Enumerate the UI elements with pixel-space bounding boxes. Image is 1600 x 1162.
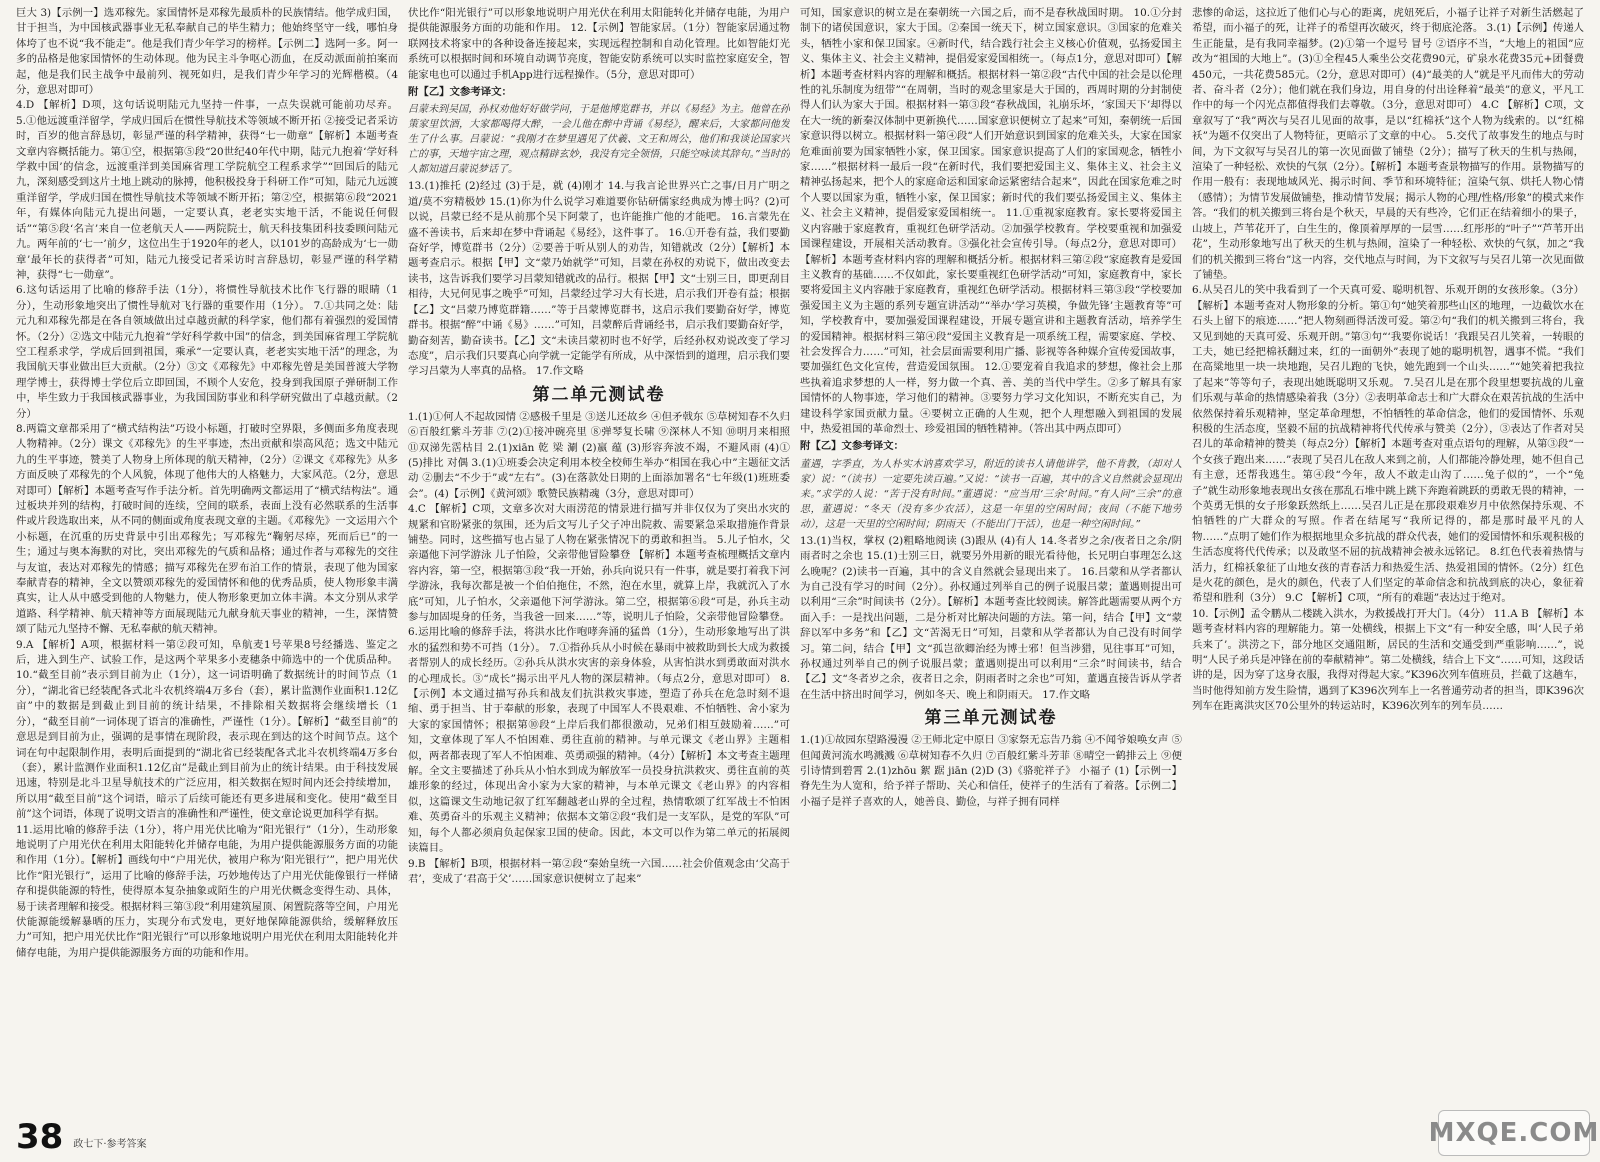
translation-text: 董遇，字季直，为人朴实木讷喜欢学习，附近的读书人请他讲学，他不肯教，（却对人家）说：“（读书）一定要先读百遍。”又说：“读书一百遍，其中的含义自然就会显现出来。”求学的人说：“苦于没有时间。”董遇说：“应当用‘三余’时间。”有人问“三余”的意思，董遇说：“冬天（没有多少农活），这是一年里的空闲时间；夜间（不能下地劳动），这是一天里的空闲时间；阴雨天（不能出门干活），也是一种空闲时间。” [800,458,1182,530]
paragraph: 1.(1)①何人不起故园情 ②感极千里是 ③送儿还故乡 ④但矛戟东 ⑤草树知春不久归 ⑥百般红紫斗芳菲 ⑦(2)①接冲碗亮里 ⑧弹琴复长啸 ⑨深林人不知 ⑩明月来相照 ⑪双涕先霑枯目 2.(1)xiān 乾 梁 涮 (2)嬴 蕴 (3)形容奔波不竭，不避风雨 (4)① (5)排比 对偶 3.(1)①班委会决定利用本校全校师生举办“相国在我心中”主题征文活动 ②删去“不少于”或“左右”。(3)在落款处日期的上面添加署名“七年级(1)班班委会”。(4)【示例】《黄河颂》歌赞民族精魂（3分，意思对即可） [408,410,790,500]
page-number: 38 [16,1117,64,1157]
translation-heading: 附【乙】文参考译文： [800,440,904,453]
paragraph: 10.【示例】孟令鹏从二楼跳入洪水，为救援战打开大门。（4分） 11.A B 【解析】本题考查材料内容的理解能力。第一处横线，根据上下文“有一种安全感，叫‘人民子弟兵来了’。洪涝之下，部分地区交通阻断，居民的生活和交通受到严重影响……”，说明“人民子弟兵是冲锋在前的奉献精神”。第二处横线，结合上下文“……可知，这段话讲的是，因为穿了这身衣服，我得对得起大家。”K396次列车值班员，拦截了这趟车，当时他得知前方发生险情，遇到了K396次列车上一名普通劳动者的担当，即K396次列车在距离洪灾区70公里外的转运站时，K396次列车的列车员…… [1192,607,1584,713]
column-3 [800,6,1182,1106]
unit-title: 第二单元测试卷 [532,384,666,405]
column-2 [408,6,790,1106]
watermark-text: MXQE.COM [1428,1118,1600,1148]
column-1 [16,6,398,1106]
paragraph: 13.(1)推托 (2)经过 (3)于是，就 (4)刚才 14.与我言论世界兴亡之事/日月广明之道/莫不穷精极妙 15.(1)你为什么说学习难道要你钻研儒家经典成为博士吗？(2)可以说，吕蒙已经不是从前那个吴下阿蒙了，也许能推广他的才能吧。 16.言蒙先在盛不善读书，后来却在梦中背诵起《易经》，这件事了。 16.①开卷有益，我们要勤奋好学，博览群书（2分）②要善于听从别人的劝告，知错就改（2分）【解析】本题考查启示。根据【甲】文“蒙乃始就学”可知，吕蒙在孙权的劝说下，做出改变去读书，这告诉我们要学习吕蒙知错就改的品行。根据【甲】文“士别三日，即更刮目相待，大兄何见事之晚乎”可知，吕蒙经过学习大有长进，启示我们开卷有益；根据【乙】文“吕蒙乃博览群籍……”等于吕蒙博览群书，这启示我们要勤奋好学，博览群书。根据“醉”中诵《易》……”可知，吕蒙醉后背诵经书，启示我们要勤奋好学，勤奋刻苦，勤奋读书。【乙】文“未读吕蒙初时也不好学，后经孙权劝说改变了学习态度”，启示我们只要真心向学就一定能学有所成，从中深悟到的道理，启示我们要学习吕蒙为人率真的品格。 17.作文略 [408,180,790,378]
site-watermark-logo [1428,1110,1600,1156]
column-4 [1192,6,1584,1106]
translation-heading: 附【乙】文参考译文： [408,86,512,99]
paragraph: 9.A 【解析】A项，根据材料一第②段可知，阜航麦1号苹果8号经播选、鉴定之后，进入到生产、试验工作，是这两个苹果多小麦穗条中筛选中的一个优质品种。 10.“截至目前”表示到目前为止（1分），这一词语明确了数据统计的时间节点（1分），“湖北省已经装配各式北斗农机终端4万多台（套），累计监测作业面积1.12亿亩”中的数据是到截止到目前的统计结果，不排除相关数据将会继续增长（1分），“截至目前”一词体现了语言的准确性，严谨性（1分）。【解析】“截至目前”的意思是到目前为止，强调的是事情在现阶段，表示现在到达的这个时间节点。这个词在句中起限制作用，表明后面提到的“湖北省已经装配各式北斗农机终端4万多台（套），累计监测作业面积1.12亿亩”是截止到目前为止的统计结果。由于科技发展迅速，特别是北斗卫星导航技术的广泛应用，相关数据在短时间内还会持续增加，所以用“截至目前”这个词语，暗示了后续可能还有更多进展和变化。使用“截至目前”这个词语，体现了说明文语言的准确性和严谨性，使文章论说更加科学有据。 [16,638,398,821]
page-label: 政七下·参考答案 [73,1139,147,1150]
paragraph: 巨大 3)【示例一】选邓稼先。家国情怀是邓稼先最质朴的民族情结。他学成归国，甘于担当，为中国核武器事业无私奉献自己的毕生精力；他始终坚守一线，哪怕身体垮了也不说“我不能走”。他是我们青少年学习的榜样。【示例二】选阿一多。阿一多的品格是他家国情怀的生动体现。他为民主斗争呕心沥血，在反动派面前拍案而起，他是我们民主战争中最前列、视死如归，是我们青少年学习的光辉楷模。（4分，意思对即可） [16,7,398,97]
page-footer [16,1114,147,1157]
paragraph: 6.这句话运用了比喻的修辞手法（1分），将惯性导航技术比作飞行器的眼睛（1分），生动形象地突出了惯性导航对飞行器的重要作用（1分）。 7.①共同之处：陆元九和邓稼先都是在各自领域做出过卓越贡献的科学家，他们都有着强烈的爱国情怀。（2分）②选文中陆元九抱着“学好科学救中国”的信念，到美国麻省理工学院航空工程系求学，学成后回到祖国，乘承“一定要认真，老老实实地干活”的理念，为我国航天事业做出巨大贡献。（2分）③文《邓稼先》中邓稼先曾是美国普渡大学物理学博士，获得博士学位后立即回国，不顾个人安危，投身到我国原子弹研制工作中，毕生致力于我国核武器事业，为我国国防事业和科学研究做出了卓越贡献。（2分） [16,284,398,420]
paragraph: 1.(1)①故园东望路漫漫 ②王师北定中原日 ③家祭无忘告乃翁 ④不闻爷娘唤女声 ⑤但闻黄河流水鸣溅溅 ⑥草树知春不久归 ⑦百般红紫斗芳菲 ⑧晴空一鹤排云上 ⑨便引诗情到碧霄 2.(1)zhōu 絮 踞 jiān (2)D (3)《骆驼祥子》 小福子 (1)【示例一】脊先生为人宽和，给予祥子帮助、关心和信任，使祥子的生活有了着落。【示例二】小福子是祥子喜欢的人，她善良、勤俭，与祥子拥有同样 [800,734,1182,808]
translation-text: 吕蒙未到吴国，孙权劝他好好做学问，于是他博览群书，并以《易经》为主。他曾在孙策家里饮酒，大家都喝得大醉，一会儿他在醉中背诵《易经》，醒来后，大家都问他发生了什么事。吕蒙说：“我刚才在梦里遇见了伏羲、文王和周公，他们和我谈论国家兴亡的事，天地宇宙之理，观点精辟玄妙，我没有完全领悟，只能空咏读其辞句。”当时的人都知道吕蒙说梦话了。 [408,104,790,176]
paragraph: 4.C 【解析】C项，文章多次对大雨涝范的情景进行描写并非仅仅为了突出水灾的规紧和官盼紧张的氛围，还为后文写儿子父子冲出院救、需要紧急采取措施作背景铺垫。同时，这些描写也占显了人物在紧张情况下的勇敢和担当。 5.儿子怕水，父亲逼他下河学游泳 儿子怕险，父亲带他冒险攀登 【解析】本题考查梳理概括文章内容内容，第一空，根据第③段“我一开始，孙兵向说只有一件事，就是要打着我下河学游泳，我每次都是被一个伯伯拖住，不然，泡在水里，就算上岸，我就沉入了水底”可知，儿子怕水，父亲逼他下河学游泳。第二空，根据第⑥段“可是，孙兵主动参与加固堤身的任务，当我爸一回来……”等，说明儿子怕险，父亲带他冒险攀登。 6.运用比喻的修辞手法，将洪水比作咆哮奔涌的猛兽（1分），生动形象地写出了洪水的猛烈和势不可挡（1分）。 7.①指孙兵从小时候在暴雨中被救助到长大成为救援者帮别人的成长经历。②孙兵从洪水灾害的亲身体验，从害怕洪水到勇敢面对洪水的心理成长。③“成长”揭示出平凡人物的深层精神。（每点2分，意思对即可） 8.【示例】本文通过描写孙兵和战友们抗洪救灾事迹，塑造了孙兵在危急时刻不退缩、勇于担当、甘于奉献的形象，表现了中国军人不畏艰难、不怕牺牲、舍小家为大家的家国情怀；根据第⑩段“上岸后我们都很激动，兄弟们相互鼓励着……”可知，文章体现了军人不怕困难、勇往直前的精神。与单元课文《老山界》主题相似，两者都表现了军人不怕困难、英勇顽强的精神。（4分）【解析】本文考查主题理解。全文主要描述了孙兵从小怕水到成为解放军一员投身抗洪救灾、勇往直前的英雄形象的经过，体现出舍小家为大家的精神，与本单元课文《老山界》的内容相似，这篇课文生动地记叙了红军翻越老山界的全过程，热情歌颂了红军战士不怕困难、英勇奋斗的乐观主义精神；依据本文第②段“我们是一支军队，是党的军队”可知，每个人都必须肩负起保家卫国的使命。因此，本文可以作为第二单元的拓展阅读篇目。 [408,503,790,855]
paragraph: 4.D 【解析】D项，这句话说明陆元九坚持一件事，一点失误就可能前功尽弃。 5.①他远渡重洋留学，学成归国后在惯性导航技术等领域不断开拓 ②接受记者采访时，百岁的他言辞恳切，彰显严谨的科学精神，获得“七一勋章”【解析】本题考查文章内容概括能力。第①空，根据第⑤段“20世纪40年代中期，陆元九抱着‘学好科学救中国’的信念，远渡重洋到美国麻省理工学院航空工程系求学”“回国后的陆元九，深刻感受到这片土地上跳动的脉搏，他积极投身于科研工作”可知，陆元九远渡重洋留学，学成归国在惯性导航技术等领域不断开拓；第②空，根据第⑥段“2021年，有媒体向陆元九提出问题，一定要认真，老老实实地干活，不能说任何假话”“第⑤段‘名言’来自一位老航天人——两院院士，航天科技集团科技委顾问陆元九。两年前的‘七一’前夕，这位出生于1920年的老人，以101岁的高龄成为‘七一勋章’最年长的获得者”可知，陆元九接受记者采访时言辞恳切，彰显严谨的科学精神，获得“七一勋章”。 [16,99,398,281]
paragraph: 13.(1)当权，掌权 (2)粗略地阅读 (3)跟从 (4)有人 14.冬者岁之余/夜者日之余/阴雨者时之余也 15.(1)士别三日，就要另外用新的眼光看待他，长兄明白事理怎么这么晚呢？(2)读书一百遍，其中的含义自然就会显现出来了。 16.吕蒙和从学者都认为自己没有学习的时间（2分）。孙权通过列举自己的例子说服吕蒙；董遇则提出可以利用“三余”时间读书（2分）。【解析】本题考查比较阅读。解答此题需要从两个方面入手：一是找出问题，二是分析对比解决问题的方法。第一问，结合【甲】文“蒙辞以军中多务”和【乙】文“苦渴无日”可知，吕蒙和从学者都认为自己没有时间学习。第二问，结合【甲】文“孤岂欲卿治经为博士邪！但当涉猎，见往事耳”可知，孙权通过列举自己的例子说服吕蒙；董遇则提出可以利用“三余”时间读书，结合【乙】文“冬者岁之余，夜者日之余，阴雨者时之余也”可知，董遇直接告诉从学者在生活中挤出时间学习，例如冬天、晚上和阴雨天。 17.作文略 [800,534,1182,701]
unit-title: 第三单元测试卷 [924,708,1058,729]
paragraph: 悲惨的命运，这拉近了他们心与心的距离，虎妞死后，小福子让祥子对新生活燃起了希望，而小福子的死，让祥子的希望再次破灭，终于彻底沦落。 3.(1)【示例】传递人生正能量，是有我同幸福梦。(2)①第一个逗号 冒号 ②语序不当，“大地上的祖国”应改为“祖国的大地上”。(3)①全程45人乘坐公交花费90元，矿泉水花费35元+团餐费450元，一共花费585元。（2分，意思对即可）(4)“最美的人”就是平凡而伟大的劳动者、奋斗者（2分）；他们就在我们身边，用自身的付出诠释着“最美”的意义，平凡工作中的每一个闪光点都值得我们去尊敬。（3分，意思对即可） 4.C 【解析】C项，文章叙写了“我”两次与吴召儿见面的故事，是以“红棉袄”这个人物为线索的。以“红棉袄”为题不仅突出了人物特征，更暗示了文章的中心。 5.交代了故事发生的地点与时间，为下文叙写与吴召儿的第一次见面做了铺垫（2分）；描写了秋天的生机与热闹，渲染了一种轻松、欢快的气氛（2分）。【解析】本题考查景物描写的作用。景物描写的作用一般有：表现地域风光、揭示时间、季节和环境特征；渲染气氛、烘托人物心情（感情）；为情节发展做铺垫，推动情节发展；揭示人物的心理/性格/形象”的模式来作答。“我们的机关搬到三将台是个秋天，早晨的天有些冷，它们正在结着细小的果子，山坡上，芦苇花开了，白生生的，像顶着厚厚的一层雪……红彤彤的“叶子”“芦苇开出花”，生动形象地写出了秋天的生机与热闹，渲染了一种轻松、欢快的气氛，加之“我们的机关搬到三将台”这一内容，交代地点与时间，为下文叙写与吴召儿第一次见面做了铺垫。 [1192,7,1584,281]
paragraph: 11.运用比喻的修辞手法（1分），将户用光伏比喻为“阳光银行”（1分），生动形象地说明了户用光伏在利用太阳能转化并储存电能，为用户提供能源服务方面的功能和作用（1分）。【解析】画线句中“户用光伏，被用户称为‘阳光银行’”，把户用光伏比作“阳光银行”，运用了比喻的修辞手法，巧妙地传达了户用光伏能像银行一样储存和提供能源的特性，使得原本复杂抽象或陌生的户用光伏概念变得生动、具体，易于读者理解和接受。根据材料三第③段“利用建筑屋顶、闲置院落等空间，户用光伏能源能缓解暴晒的压力，实现分布式发电，更好地保障能源供给，缓解释放压力”可知，把户用光伏比作“阳光银行”可以形象地说明户用光伏在利用太阳能转化并储存电能，为用户提供能源服务方面的功能和作用。 [16,823,398,959]
paragraph: 可知，国家意识的树立是在秦朝统一六国之后，而不是春秋战国时期。 10.①分封制下的诸侯国意识，家大于国。②秦国一统天下，树立国家意识。③国家的危难关头，牺牲小家和保卫国家。④新时代，结合践行社会主义核心价值观，弘扬爱国主义、集体主义、社会主义精神，提倡爱家爱国相统一。（每点1分，意思对即可）【解析】本题考查材料内容的理解和概括。根据材料一第②段“古代中国的社会是以伦理性的礼乐制度为纽带”“在周朝，当时的观念里家是大于国的，西周时期的分封制使得人们认为家大于国。根据材料一第③段“春秋战国，礼崩乐坏，‘家国天下’却得以在大一统的新秦汉体制中更新换代……国家意识便树立了起来”可知，秦朝统一后国家意识得以树立。根据材料一第④段“人们开始意识到国家的危难关头，大家在国家危难面前要为国家牺牲小家，保卫国家。国家意识提高了人们的家国观念，牺牲小家……”根据材料一最后一段“在新时代，我们要把爱国主义、集体主义、社会主义精神弘扬起来，把个人的家庭命运和国家命运紧密结合起来”，因此在国家危难之时个人要以国家为重，牺牲小家，保卫国家；新时代的我们要弘扬爱国主义、集体主义、社会主义精神，提倡爱家爱国相统一。 11.①重视家庭教育。家长要将爱国主义内容融于家庭教育，重视红色研学活动。②加强学校教育。学校要重视和加强爱国课程建设，开展相关活动教育。③强化社会宣传引导。（每点2分，意思对即可）【解析】本题考查材料内容的理解和概括分析。根据材料三第②段“家庭教育是爱国主义教育的基础……不仅如此，家长要重视红色研学活动”可知，家庭教育中，家长要将爱国主义内容融于家庭教育，重视红色研学活动。根据材料三第③段“学校要加强爱国主义为主题的系列专题宣讲活动”“举办‘学习英模，争做先锋’主题教育等”可知，学校教育中，要加强爱国课程建设，开展专题宣讲和主题教育活动，培养学生的爱国精神。根据材料三第④段“爱国主义教育是一项系统工程，需要家庭、学校、社会发挥合力……”可知，社会层面需要利用广播、影视等各种媒介宣传爱国故事，要加强红色文化宣传，营造爱国氛围。 12.①要宠着自我追求的梦想，像社会上那些执着追求梦想的人一样，努力做一个真、善、美的当代中学生。②多了解具有家国情怀的人物事迹，学习他们的精神。③要努力学习文化知识，不断充实自己，为建设科学家国贡献力量。④要树立正确的人生观，把个人理想融入到祖国的发展中，热爱祖国的革命烈士、珍爱祖国的牺牲精神。（答出其中两点即可） [800,7,1182,435]
paragraph: 9.B 【解析】B项，根据材料一第②段“秦始皇统一六国……社会价值观念由‘父高于君’，变成了‘君高于父’……国家意识便树立了起来” [408,857,790,885]
paragraph: 6.从吴召儿的笑中我看到了一个天真可爱、聪明机智、乐观开朗的女孩形象。（3分）【解析】本题考查对人物形象的分析。第①句“她笑着那些山区的地理，一边截饮水在石头上留下的痕迹……”把人物刻画得活泼可爱。第②句“我们的机关搬到三将台，我又见到她的天真可爱、乐观开朗。”第③句“‘我要你说话！’我跟吴召儿笑着，一转眼的工夫，她已经把棉袄翻过来，红的一面朝外”表现了她的聪明机智，遇事不慌。“我们在高粱地里一块一块地跑，吴召儿跑的飞快，她先跑到一个山头……”“她笑着把我拉了起来”等等句子，表现出她既聪明又乐观。 7.吴召儿是在那个段里想要抗战的儿童们乐观与革命的热情感染着我（3分）②表明革命志士和广大群众在艰苦抗战的生活中依然保持着乐观精神，坚定革命理想，不怕牺牲的革命信念，他们的爱国情怀、乐观积极的生活态度，坚毅不屈的抗战精神将代代传承与赞美（2分），③表达了作者对吴召儿的革命精神的赞美（每点2分）【解析】本题考查对重点语句的理解，从第③段“一个女孩子跑出来……”表现了吴召儿在敌人来到之前，人们都能冷静处理，她不但自己有主意，还帮我逃生。第④段“今年，敌人不敢走山沟了……兔子似的”，一个“兔子”就生动形象地表现出女孩在那乱石堆中跳上跳下奔跑着跳跃的勇敢无畏的精神，一个英勇无惧的女子形象跃然纸上……吴召儿正是在那段艰难岁月中依然保持乐观、不怕牺牲的广大群众的写照。作者在结尾写“我所记得的，都是那时最平凡的人物……”点明了她们作为根据地里众多抗战的群众代表，她们的爱国情怀和乐观积极的生活态度将代代传承；以及敢坚不屈的抗战精神会被永远铭记。 8.红色代表着热情与活力，红棉袄象征了山地女孩的青春活力和热爱生活、热爱祖国的情怀。（2分）红色是火花的颜色，是火的颜色，代表了人们坚定的革命信念和抗战到底的决心，象征着希望和胜利（3分） 9.C 【解析】C项，“所有的难题”表达过于绝对。 [1192,284,1584,605]
paragraph: 8.两篇文章都采用了“横式结构法”巧设小标题，打破时空界限，多侧面多角度表现人物精神。（2分）课文《邓稼先》的生平事迹，杰出贡献和崇高风范；选文中陆元九的生平事迹，赞美了人物身上所体现的航天精神，（2分）②课文《邓稼先》从多方面反映了邓稼先的个人风貌，体现了他伟大的人格魅力，大家风范。（2分，意思对即可）【解析】本题考查写作手法分析。首先明确两文都运用了“横式结构法”。通过板块并列的结构，打破时间的连续，空间的联系，表面上没有必然联系的生活事件或片段选取出来，从不同的侧面或角度表现文章的主题。《邓稼先》一文运用六个小标题，在沉重的历史背景中引出邓稼先；写邓稼先“鞠躬尽瘁，死而后已”的一生；通过与奥本海默的对比，突出邓稼先的气质和品格；通过作者与邓稼先的交往与友谊，表达对邓稼先的情感；描写邓稼先在罗布泊工作的情景，表现了他为国家奉献青春的精神，全文以赞颂邓稼先的爱国情怀和他的优秀品质，使人物形象丰满真实，让人从中感受到他的人物魅力，使人物形象更加立体丰满。本文分别从求学道路、科学精神、航天精神等方面展现陆元九献身航天事业的精神，一生，深情赞颂了陆元九坚持不懈、无私奉献的航天精神。 [16,422,398,636]
paragraph: 伏比作“阳光银行”可以形象地说明户用光伏在利用太阳能转化并储存电能，为用户提供能源服务方面的功能和作用。 12.【示例】智能家居。（1分）智能家居通过物联网技术将家中的各种设备连接起来，实现远程控制和自动化管理。比如智能灯光系统可以根据时间和环境自动调节亮度，智能安防系统可以实时监控家庭安全，智能家电也可以通过手机App进行远程操作。（5分，意思对即可） [408,7,790,81]
